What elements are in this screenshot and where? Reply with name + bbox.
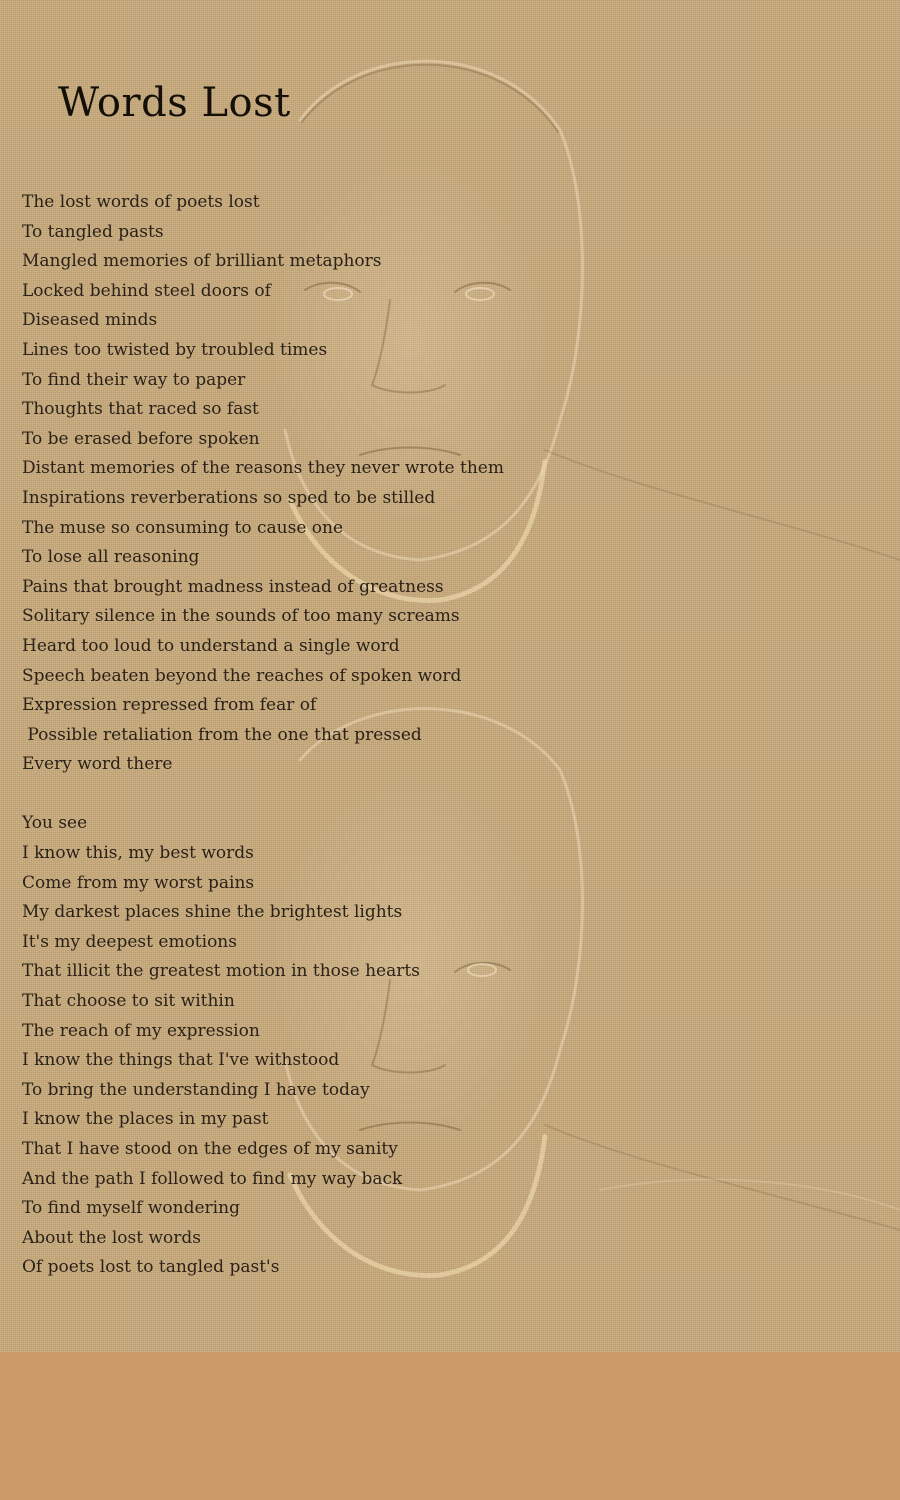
poem-line: Diseased minds	[22, 310, 158, 331]
poem-line: Solitary silence in the sounds of too many screams	[22, 606, 460, 627]
poem-line: You see	[22, 813, 88, 834]
poem-line: Distant memories of the reasons they never wrote them	[22, 458, 504, 479]
poem-line: That choose to sit within	[22, 991, 235, 1012]
poem-line: Every word there	[22, 754, 173, 775]
poem-line: The lost words of poets lost	[22, 192, 260, 212]
poem-line: Heard too loud to understand a single word	[22, 635, 400, 656]
poem-line: That illicit the greatest motion in those hearts	[22, 961, 420, 982]
poem-line: Come from my worst pains	[22, 872, 255, 893]
lower-band	[0, 1352, 900, 1500]
poem-line: Of poets lost to tangled past's	[22, 1257, 280, 1278]
poem-line: Locked behind steel doors of	[22, 280, 271, 301]
poem-line: Mangled memories of brilliant metaphors	[22, 251, 382, 272]
poem-line: To tangled pasts	[22, 221, 164, 242]
poem-line: The reach of my expression	[22, 1020, 260, 1041]
poem-line: It's my deepest emotions	[22, 931, 237, 952]
poem-body	[22, 188, 504, 1283]
poem-line: My darkest places shine the brightest lights	[22, 902, 403, 923]
poem-line: Lines too twisted by troubled times	[22, 339, 328, 360]
poem-line: About the lost words	[22, 1227, 201, 1248]
poem-line: Expression repressed from fear of	[22, 695, 317, 716]
poem-line: I know the places in my past	[22, 1109, 269, 1130]
stanza-break	[22, 780, 504, 810]
poem-line: I know the things that I've withstood	[22, 1050, 340, 1071]
poem-line: To find their way to paper	[22, 369, 246, 390]
poem-title: Words Lost	[58, 80, 291, 126]
poem-line: To find myself wondering	[22, 1198, 240, 1219]
poem-line: To lose all reasoning	[22, 547, 200, 568]
poem-line: The muse so consuming to cause one	[22, 517, 344, 538]
poem-line: And the path I followed to find my way back	[22, 1168, 403, 1189]
poem-line: I know this, my best words	[22, 843, 254, 864]
poem-line: Inspirations reverberations so sped to be stilled	[22, 487, 436, 508]
poem-line: Speech beaten beyond the reaches of spoken word	[22, 665, 462, 686]
poem-line: Possible retaliation from the one that pressed	[22, 724, 422, 745]
poem-line: That I have stood on the edges of my sanity	[22, 1139, 398, 1159]
poem-line: To bring the understanding I have today	[22, 1079, 370, 1100]
poem-line: Thoughts that raced so fast	[22, 399, 259, 420]
poem-line: To be erased before spoken	[22, 428, 260, 449]
poem-line: Pains that brought madness instead of greatness	[22, 576, 444, 597]
